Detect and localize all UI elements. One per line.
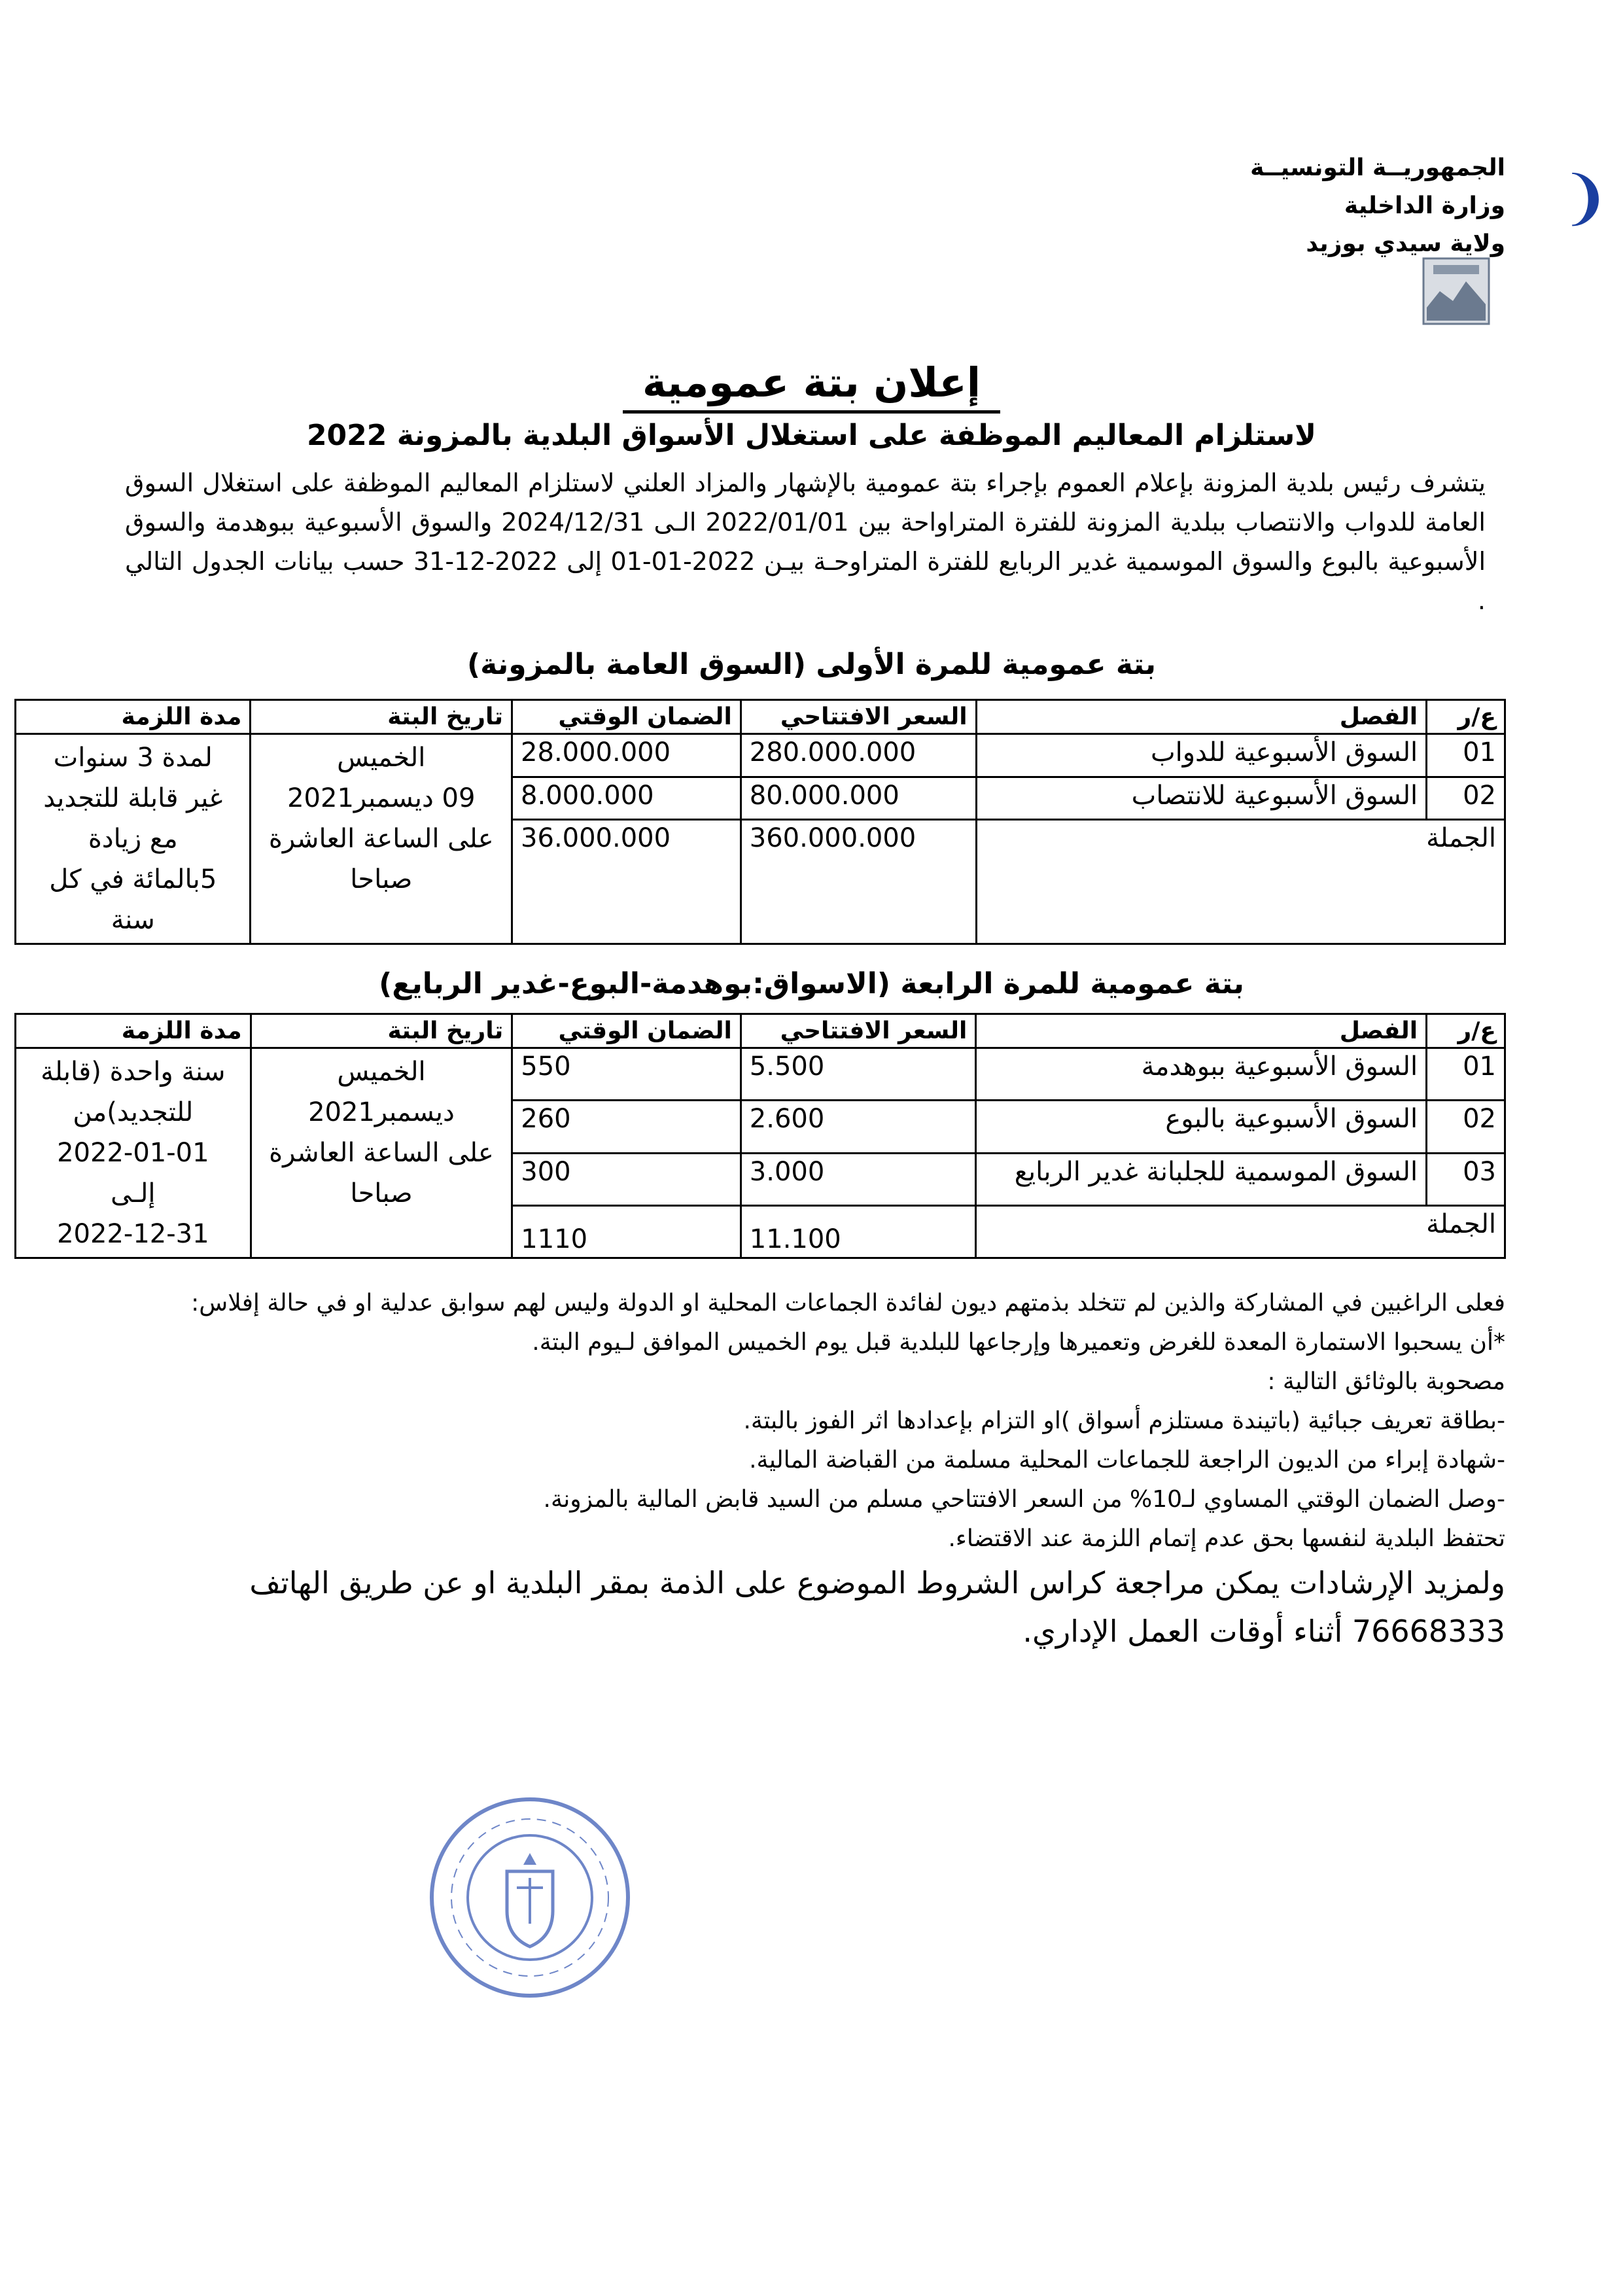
col-header-number: ع/ر	[1427, 1014, 1505, 1048]
col-header-date: تاريخ البتة	[251, 1014, 512, 1048]
edge-mark-icon: ❨	[1560, 164, 1610, 232]
date-line: الخميس	[337, 743, 426, 773]
table-row	[16, 734, 1505, 777]
duration-line: لمدة 3 سنوات	[53, 743, 213, 773]
row-deposit: 28.000.000	[512, 734, 741, 777]
document-item: -شهادة إبراء من الديون الراجعة للجماعات المحلية مسلمة من القباضة المالية.	[749, 1447, 1505, 1474]
duration-line: للتجديد)من	[73, 1097, 194, 1127]
col-header-number: ع/ر	[1427, 700, 1505, 734]
row-label: السوق الأسبوعية للدواب	[976, 734, 1427, 777]
duration-line: 2022-12-31	[57, 1219, 209, 1249]
date-line: ديسمبر2021	[308, 1097, 455, 1127]
row-price: 280.000.000	[741, 734, 976, 777]
col-header-deposit: الضمان الوقتي	[512, 1014, 741, 1048]
col-header-price: السعر الافتتاحي	[741, 1014, 976, 1048]
total-price: 360.000.000	[741, 820, 976, 944]
lease-duration-cell	[16, 1048, 251, 1258]
page-title-text: إعلان بتة عمومية	[623, 359, 1000, 414]
official-stamp-icon	[425, 1793, 635, 2002]
form-instruction: *أن يسحبوا الاستمارة المعدة للغرض وتعميرها وإرجاعها للبلدية قبل يوم الخميس الموافق لـيوم البتة.	[532, 1329, 1505, 1356]
date-line: 09 ديسمبر2021	[287, 783, 476, 813]
col-header-item: الفصل	[976, 700, 1427, 734]
duration-line: سنة	[111, 905, 155, 935]
page-title	[0, 359, 1623, 406]
col-header-deposit: الضمان الوقتي	[512, 700, 741, 734]
duration-line: غير قابلة للتجديد	[43, 783, 223, 813]
col-header-duration: مدة اللزمة	[16, 700, 251, 734]
page-subtitle: لاستلزام المعاليم الموظفة على استغلال الأسواق البلدية بالمزونة 2022	[306, 419, 1317, 452]
table-row	[16, 1048, 1505, 1101]
total-deposit: 36.000.000	[512, 820, 741, 944]
eligibility-paragraph: فعلى الراغبين في المشاركة والذين لم تتخلد بذمتهم ديون لفائدة الجماعات المحلية او الدولة وليس لهم سوابق عدلية او في حالة إفلاس:	[191, 1290, 1505, 1316]
date-line: على الساعة العاشرة	[268, 824, 494, 854]
document-item: -بطاقة تعريف جبائية (باتيندة مستلزم أسواق )او التزام بإعدادها اثر الفوز بالبتة.	[743, 1407, 1505, 1434]
auction-date-cell	[251, 734, 512, 944]
intro-paragraph: يتشرف رئيس بلدية المزونة بإعلام العموم بإجراء بتة عمومية بالإشهار والمزاد العلني لاستلزام المعاليم الموظفة على استغلال السوق العامة للدواب والانتصاب ببلدية المزونة للفترة المتراواحة بين 2022/01/01 الـى 2024/12/31 والسوق الأسبوعية ببوهدمة والسوق الأسبوعية بالبوع والسوق الموسمية غدير الربايع للفترة المتراوحـة بيـن 2022-01-01 إلى 2022-12-31 حسب بيانات الجدول التالي .	[125, 468, 1486, 615]
date-line: الخميس	[337, 1057, 426, 1087]
row-number: 02	[1427, 777, 1505, 820]
row-deposit: 300	[512, 1153, 741, 1205]
auction-date-cell	[251, 1048, 512, 1258]
row-label: السوق الموسمية للجلبانة غدير الربايع	[976, 1153, 1427, 1205]
table1	[14, 699, 1506, 945]
row-label: السوق الأسبوعية ببوهدمة	[976, 1048, 1427, 1101]
row-label: السوق الأسبوعية للانتصاب	[976, 777, 1427, 820]
table2-header-row	[16, 1014, 1505, 1048]
row-price: 2.600	[741, 1101, 976, 1153]
row-number: 01	[1427, 1048, 1505, 1101]
duration-line: إلـى	[111, 1178, 156, 1209]
table2-title: بتة عمومية للمرة الرابعة (الاسواق:بوهدمة-البوع-غدير الربايع)	[379, 967, 1244, 1000]
table2	[14, 1013, 1506, 1259]
row-deposit: 260	[512, 1101, 741, 1153]
col-header-duration: مدة اللزمة	[16, 1014, 251, 1048]
header-country: الجمهوريــة التونسيــة	[1250, 154, 1505, 181]
date-line: صباحا	[350, 864, 413, 894]
table1-header-row	[16, 700, 1505, 734]
reservation-note: تحتفظ البلدية لنفسها بحق عدم إتمام اللزمة عند الاقتضاء.	[948, 1525, 1505, 1552]
documents-heading: مصحوبة بالوثائق التالية :	[1267, 1368, 1505, 1395]
row-price: 3.000	[741, 1153, 976, 1205]
row-deposit: 8.000.000	[512, 777, 741, 820]
header-block	[1047, 149, 1505, 263]
table1-title: بتة عمومية للمرة الأولى (السوق العامة بالمزونة)	[466, 648, 1157, 681]
lease-duration-cell	[16, 734, 251, 944]
row-label: السوق الأسبوعية بالبوع	[976, 1101, 1427, 1153]
date-line: على الساعة العاشرة	[269, 1138, 494, 1168]
total-label: الجملة	[976, 820, 1505, 944]
duration-line: 5بالمائة في كل	[49, 864, 217, 894]
header-governorate: ولاية سيدي بوزيد	[1306, 230, 1505, 257]
col-header-item: الفصل	[976, 1014, 1427, 1048]
contact-paragraph: ولمزيد الإرشادات يمكن مراجعة كراس الشروط الموضوع على الذمة بمقر البلدية او عن طريق الهاتف 76668333 أثناء أوقات العمل الإداري.	[249, 1565, 1505, 1649]
total-price: 11.100	[741, 1206, 976, 1258]
duration-line: 2022-01-01	[57, 1138, 209, 1168]
row-deposit: 550	[512, 1048, 741, 1101]
municipality-logo-icon	[1420, 255, 1492, 327]
duration-line: مع زيادة	[88, 824, 178, 854]
conditions-text	[131, 1284, 1505, 1655]
row-number: 01	[1427, 734, 1505, 777]
document-item: -وصل الضمان الوقتي المساوي لـ10% من السعر الافتتاحي مسلم من السيد قابض المالية بالمزونة.	[543, 1486, 1505, 1513]
total-label: الجملة	[976, 1206, 1505, 1258]
header-ministry: وزارة الداخلية	[1344, 192, 1505, 219]
row-price: 5.500	[741, 1048, 976, 1101]
col-header-date: تاريخ البتة	[251, 700, 512, 734]
row-price: 80.000.000	[741, 777, 976, 820]
total-deposit: 1110	[512, 1206, 741, 1258]
duration-line: سنة واحدة (قابلة	[41, 1057, 226, 1087]
row-number: 02	[1427, 1101, 1505, 1153]
row-number: 03	[1427, 1153, 1505, 1205]
date-line: صباحا	[350, 1178, 413, 1209]
col-header-price: السعر الافتتاحي	[741, 700, 976, 734]
